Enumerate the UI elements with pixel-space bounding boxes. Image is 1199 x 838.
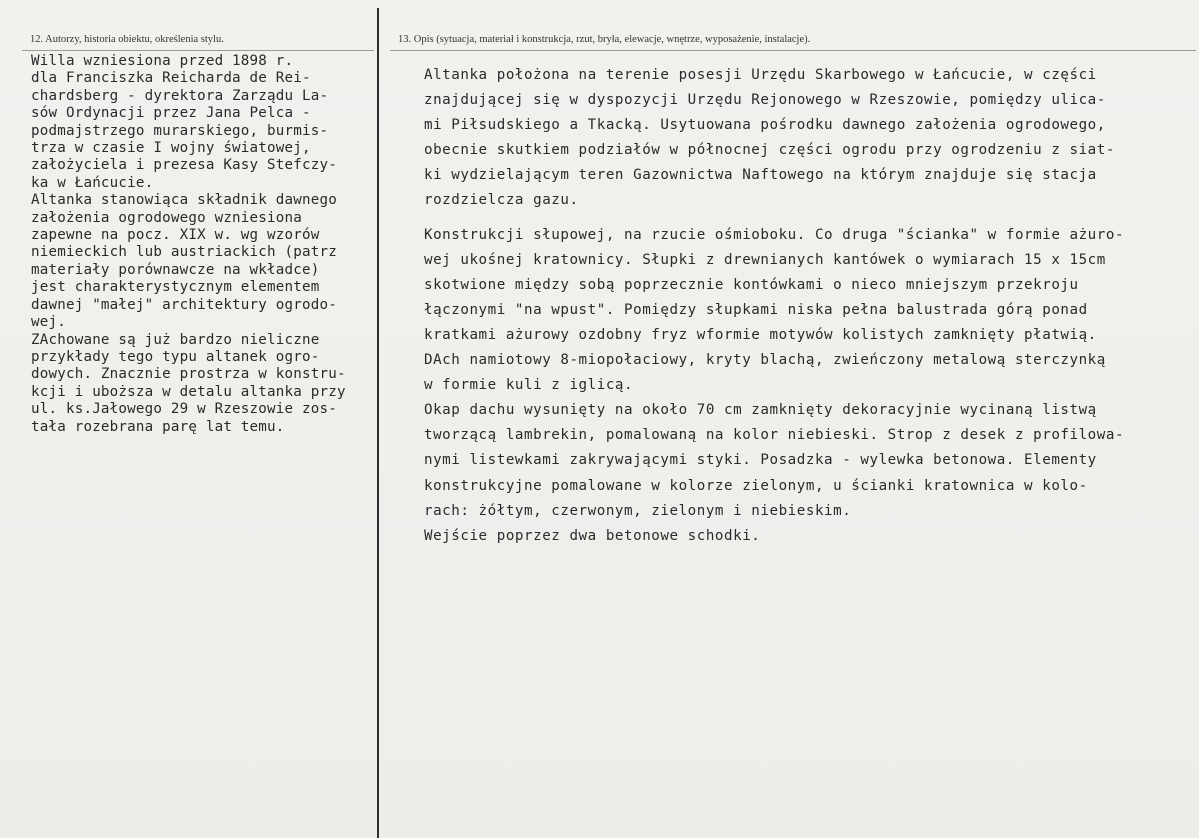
text-line: łączonymi "na wpust". Pomiędzy słupkami niska pełna balustrada górą ponad	[424, 301, 1088, 318]
text-line: mi Piłsudskiego a Tkacką. Usytuowana pośrodku dawnego założenia ogrodowego,	[424, 117, 1106, 134]
description-text	[424, 63, 1199, 549]
section-12-rule	[22, 50, 374, 51]
text-line: Willa wzniesiona przed 1898 r.	[31, 53, 294, 69]
text-line: rozdzielcza gazu.	[424, 192, 579, 209]
text-line: wej ukośnej kratownicy. Słupki z drewnianych kantówek o wymiarach 15 x 15cm	[424, 251, 1106, 268]
text-line: przykłady tego typu altanek ogro-	[31, 348, 320, 365]
text-line: niemieckich lub austriackich (patrz	[31, 244, 337, 261]
text-line: ul. ks.Jałowego 29 w Rzeszowie zos-	[31, 401, 337, 418]
text-line: trza w czasie I wojny światowej,	[31, 140, 311, 157]
paragraph-gap	[424, 214, 1199, 223]
text-line: kratkami ażurowy ozdobny fryz wformie motywów kolistych zamknięty płatwią.	[424, 326, 1097, 343]
authors-history-text	[31, 53, 391, 436]
paragraph	[424, 63, 1199, 214]
text-line: konstrukcyjne pomalowane w kolorze zielonym, u ścianki kratownica w kolo-	[424, 477, 1088, 494]
text-line: Wejście poprzez dwa betonowe schodki.	[424, 527, 761, 544]
text-line: sów Ordynacji przez Jana Pelca -	[31, 105, 311, 122]
text-line: dawnej "małej" architektury ogrodo-	[31, 296, 337, 313]
text-line: chardsberg - dyrektora Zarządu La-	[31, 87, 329, 104]
text-line: wej.	[31, 314, 66, 331]
text-line: nymi listewkami zakrywającymi styki. Posadzka - wylewka betonowa. Elementy	[424, 452, 1097, 469]
text-line: ki wydzielającym teren Gazownictwa Naftowego na którym znajduje się stacja	[424, 167, 1097, 184]
text-line: tała rozebrana parę lat temu.	[31, 418, 285, 435]
text-line: ka w Łańcucie.	[31, 174, 154, 191]
text-line: dowych. Znacznie prostrza w konstru-	[31, 366, 346, 383]
text-line: Altanka położona na terenie posesji Urzędu Skarbowego w Łańcucie, w części	[424, 67, 1097, 83]
section-12-header: 12. Autorzy, historia obiektu, określenia stylu.	[30, 34, 224, 45]
text-line: dla Franciszka Reicharda de Rei-	[31, 70, 311, 87]
text-line: znajdującej się w dyspozycji Urzędu Rejonowego w Rzeszowie, pomiędzy ulica-	[424, 92, 1106, 109]
text-line: materiały porównawcze na wkładce)	[31, 261, 320, 278]
text-line: założyciela i prezesa Kasy Stefczy-	[31, 157, 337, 174]
text-line: zapewne na pocz. XIX w. wg wzorów	[31, 227, 320, 244]
paragraph	[424, 223, 1199, 549]
text-line: rach: żółtym, czerwonym, zielonym i niebieskim.	[424, 502, 852, 519]
text-line: DAch namiotowy 8-miopołaciowy, kryty blachą, zwieńczony metalową sterczynką	[424, 352, 1106, 369]
text-line: założenia ogrodowego wzniesiona	[31, 209, 302, 226]
text-line: obecnie skutkiem podziałów w północnej części ogrodu przy ogrodzeniu z siat-	[424, 142, 1115, 159]
text-line: tworzącą lambrekin, pomalowaną na kolor niebieski. Strop z desek z profilowa-	[424, 427, 1125, 444]
text-line: ZAchowane są już bardzo nieliczne	[31, 331, 320, 348]
text-line: podmajstrzego murarskiego, burmis-	[31, 122, 329, 139]
text-line: Altanka stanowiąca składnik dawnego	[31, 192, 337, 209]
text-line: Okap dachu wysunięty na około 70 cm zamknięty dekoracyjnie wycinaną listwą	[424, 402, 1097, 419]
text-line: jest charakterystycznym elementem	[31, 279, 320, 296]
text-line: skotwione między sobą poprzecznie kontówkami o nieco mniejszym przekroju	[424, 276, 1079, 293]
section-13-rule	[390, 50, 1196, 51]
text-line: kcji i uboższa w detalu altanka przy	[31, 383, 346, 400]
text-line: Konstrukcji słupowej, na rzucie ośmioboku. Co druga "ścianka" w formie ażuro-	[424, 226, 1125, 243]
text-line: w formie kuli z iglicą.	[424, 377, 634, 394]
section-13-header: 13. Opis (sytuacja, materiał i konstrukcja, rzut, bryła, elewacje, wnętrze, wyposażenie, instalacje).	[398, 34, 811, 45]
